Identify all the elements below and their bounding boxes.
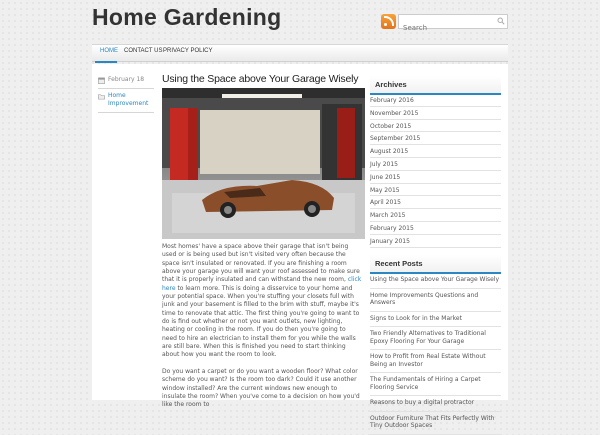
calendar-icon: [98, 77, 105, 84]
archive-link[interactable]: November 2015: [370, 107, 501, 120]
main-navigation: [92, 44, 508, 62]
archive-link[interactable]: March 2015: [370, 209, 501, 222]
recent-post-link[interactable]: How to Profit from Real Estate Without Being an Investor: [370, 350, 501, 373]
recent-posts-list: [370, 273, 501, 435]
archives-title: Archives: [370, 76, 501, 95]
nav-contact-us[interactable]: CONTACT US: [124, 48, 163, 54]
post-date: February 18: [108, 76, 145, 83]
post-paragraph-2: Do you want a carpet or do you want a wooden floor? What color scheme do you want? Is the room too dark? Could it use another window installed? Are the current windows new enough to insulate the room? When you've come to a decision on how you'd like the room to: [162, 367, 360, 409]
folder-icon: [98, 93, 105, 100]
archive-link[interactable]: April 2015: [370, 196, 501, 209]
recent-post-link[interactable]: Using the Space above Your Garage Wisely: [370, 273, 501, 289]
nav-home[interactable]: HOME: [100, 48, 118, 54]
archive-link[interactable]: June 2015: [370, 171, 501, 184]
search-input[interactable]: [399, 22, 491, 35]
archive-link[interactable]: August 2015: [370, 145, 501, 158]
garage-car-photo: [162, 88, 365, 239]
recent-post-link[interactable]: Outdoor Furniture That Fits Perfectly With Tiny Outdoor Spaces: [370, 412, 501, 435]
archive-link[interactable]: January 2015: [370, 235, 501, 248]
archive-link[interactable]: July 2015: [370, 158, 501, 171]
post-category-row: [98, 89, 154, 113]
post-title[interactable]: Using the Space above Your Garage Wisely: [162, 73, 359, 85]
archives-list: [370, 94, 501, 248]
post-paragraph-1: Most homes' have a space above their garage that isn't being used or is being used but isn't visited very often because the space isn't insulated or renovated. If you are finishing a room above your garage you will want your roof assessed to make sure that it is properly insulated and can withstand the new room, click here to learn more. This is doing a disservice to your home and your potential space. When you're stuffing your closets full with junk and your basement is filled to the brim with stuff, maybe it's time to renovate that attic. The first thing you're going to want to do is find out whether or not you want outlets, new lighting, heating or cooling in the room. If you do then you're going to need to hire an electrician to install them for you while the walls are still bare. When this is finished you need to start thinking about how you want the room to look.: [162, 243, 362, 359]
search-icon[interactable]: [497, 17, 505, 25]
nav-privacy-policy[interactable]: PRIVACY POLICY: [163, 48, 213, 54]
recent-post-link[interactable]: Home Improvements Questions and Answers: [370, 289, 501, 312]
archive-link[interactable]: February 2016: [370, 94, 501, 107]
nav-active-indicator: [95, 61, 117, 63]
recent-post-link[interactable]: Signs to Look for in the Market: [370, 312, 501, 328]
rss-feed-icon[interactable]: [381, 14, 396, 29]
post-meta: [98, 73, 154, 113]
search-box[interactable]: [398, 14, 508, 29]
archive-link[interactable]: October 2015: [370, 120, 501, 133]
archive-link[interactable]: February 2015: [370, 222, 501, 235]
click-here-link[interactable]: click here: [162, 276, 362, 292]
post-body: [162, 243, 362, 418]
recent-post-link[interactable]: Two Friendly Alternatives to Traditional Epoxy Flooring For Your Garage: [370, 327, 501, 350]
site-title[interactable]: Home Gardening: [92, 4, 282, 30]
post-date-row: [98, 73, 154, 89]
recent-post-link[interactable]: The Fundamentals of Hiring a Carpet Flooring Service: [370, 373, 501, 396]
archive-link[interactable]: September 2015: [370, 132, 501, 145]
recent-post-link[interactable]: Reasons to buy a digital protractor: [370, 396, 501, 412]
recent-posts-title: Recent Posts: [370, 255, 501, 274]
post-category-link[interactable]: Home Improvement: [108, 92, 149, 107]
archive-link[interactable]: May 2015: [370, 184, 501, 197]
